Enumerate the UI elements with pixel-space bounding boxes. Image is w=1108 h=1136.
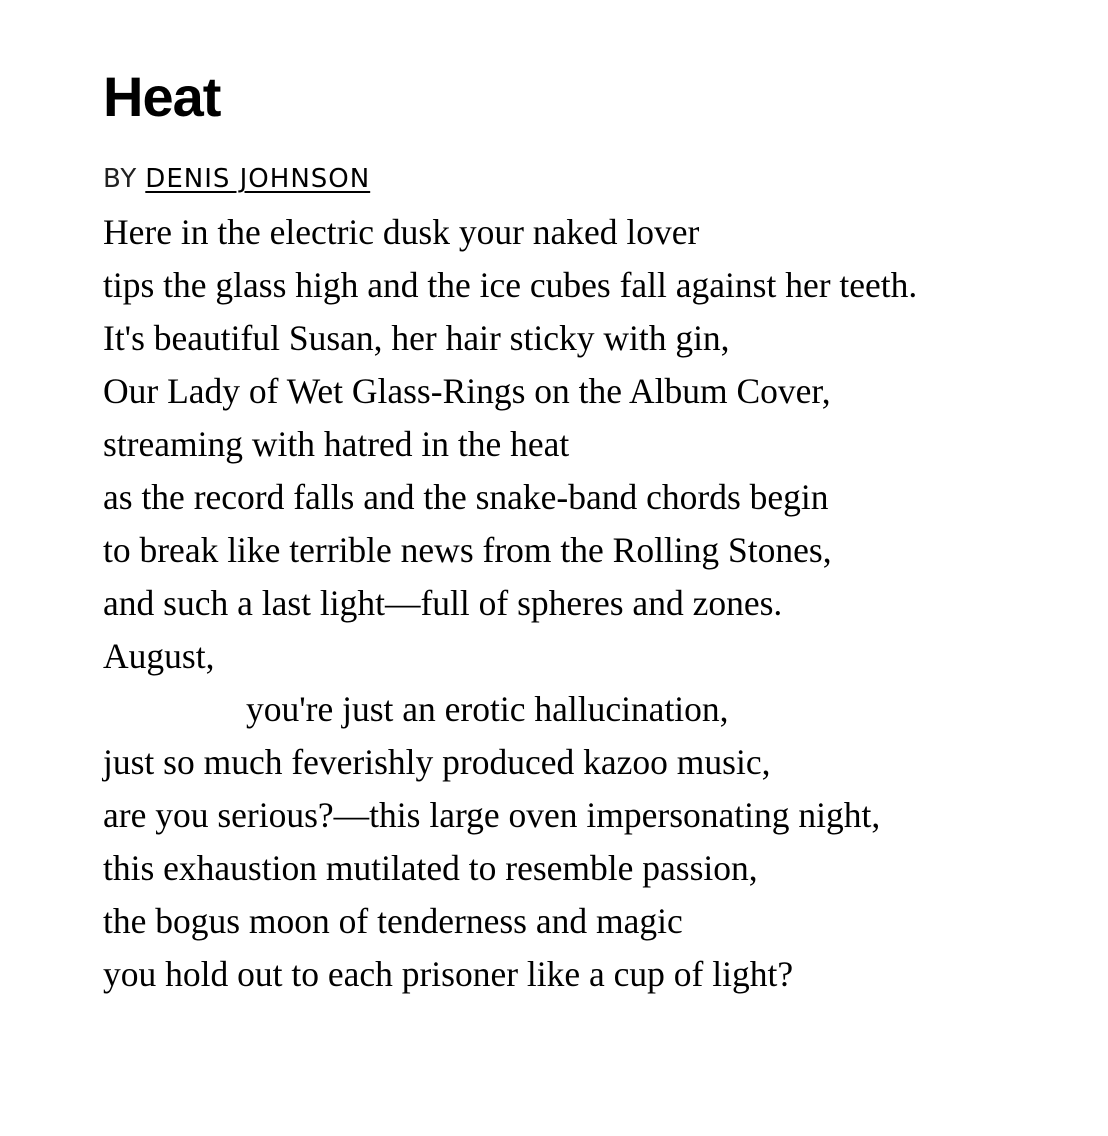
poem-line: as the record falls and the snake-band chords begin: [103, 477, 829, 517]
poem-line: streaming with hatred in the heat: [103, 424, 570, 464]
poem-line: It's beautiful Susan, her hair sticky with gin,: [103, 318, 730, 358]
byline: [103, 162, 1063, 196]
byline-prefix: BY: [103, 164, 138, 194]
poem-line: Our Lady of Wet Glass-Rings on the Album Cover,: [103, 371, 831, 411]
author-link[interactable]: DENIS JOHNSON: [145, 164, 371, 194]
poem-line: and such a last light—full of spheres and zones.: [103, 583, 783, 623]
poem-line: this exhaustion mutilated to resemble passion,: [103, 848, 758, 888]
poem-page: [103, 62, 1063, 1001]
poem-line: Here in the electric dusk your naked lover: [103, 212, 700, 252]
poem-line: the bogus moon of tenderness and magic: [103, 901, 683, 941]
poem-line: to break like terrible news from the Rolling Stones,: [103, 530, 832, 570]
poem-line: August,: [103, 636, 215, 676]
poem-line: are you serious?—this large oven impersonating night,: [103, 795, 881, 835]
poem-line: tips the glass high and the ice cubes fall against her teeth.: [103, 265, 918, 305]
poem-line: just so much feverishly produced kazoo music,: [103, 742, 771, 782]
poem-line-indented: you're just an erotic hallucination,: [246, 689, 729, 729]
poem-body: [103, 206, 1063, 1001]
poem-title: Heat: [103, 65, 221, 128]
poem-line: you hold out to each prisoner like a cup of light?: [103, 954, 794, 994]
